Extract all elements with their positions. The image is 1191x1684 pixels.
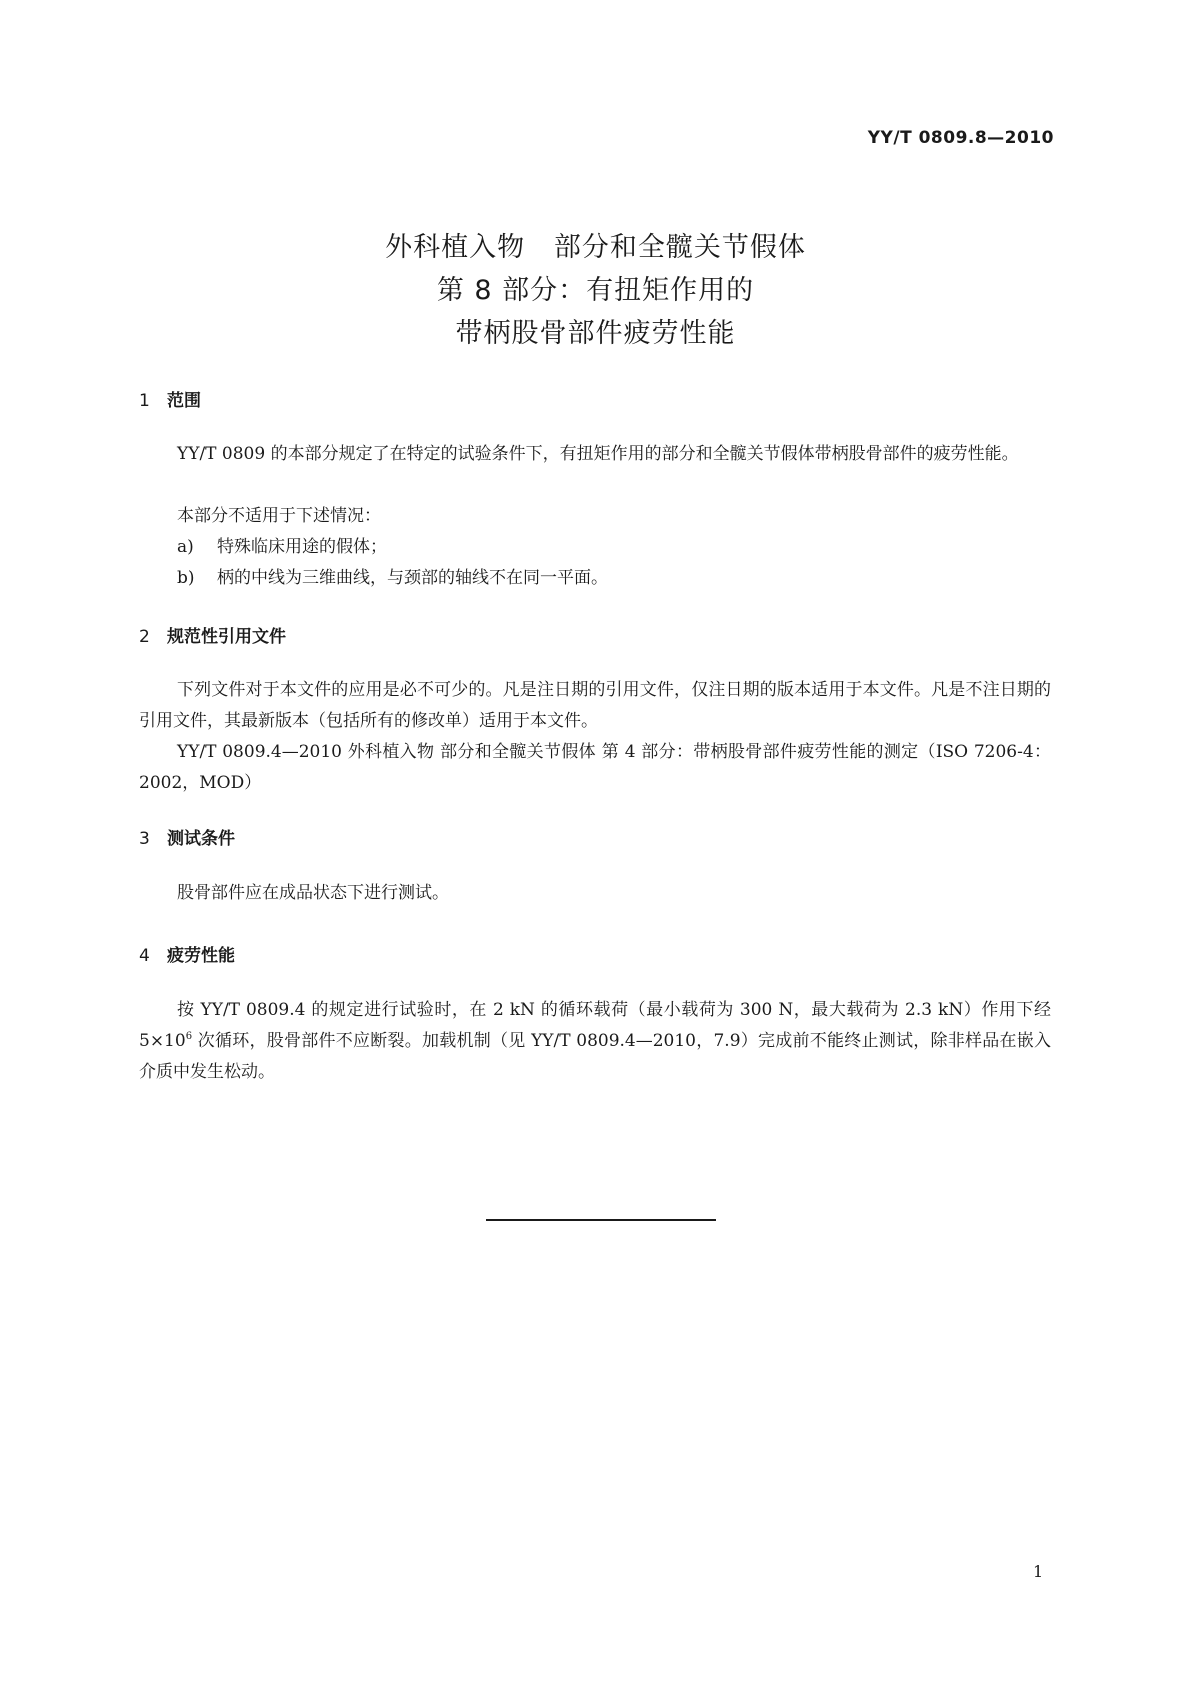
end-rule-divider <box>486 1219 716 1221</box>
section-2-heading <box>139 622 286 647</box>
section-3-paragraph-1: 股骨部件应在成品状态下进行测试。 <box>177 883 449 903</box>
exponent: 6 <box>185 1031 193 1042</box>
section-number: 4 <box>139 946 150 966</box>
title-line-2: 第 8 部分：有扭矩作用的 <box>436 275 755 306</box>
section-4-heading <box>139 941 235 966</box>
section-number: 3 <box>139 829 150 849</box>
section-4-paragraph-1 <box>139 995 1051 1088</box>
section-number: 1 <box>139 391 150 411</box>
section-1-heading <box>139 386 201 411</box>
page-number: 1 <box>1033 1562 1044 1581</box>
section-title: 规范性引用文件 <box>167 627 286 647</box>
title-line-1: 外科植入物 部分和全髋关节假体 <box>385 232 806 263</box>
paragraph-text-part-1: 按 YY/T 0809.4 的规定进行试验时，在 2 kN 的循环载荷（最小载荷为 300 N，最大载荷为 2.3 kN）作用下经 5×10 <box>139 1000 1051 1051</box>
list-marker: a) <box>177 537 194 557</box>
section-1-paragraph-1: YY/T 0809 的本部分规定了在特定的试验条件下，有扭矩作用的部分和全髋关节假体带柄股骨部件的疲劳性能。 <box>177 444 1019 464</box>
section-title: 范围 <box>167 391 201 411</box>
list-text: 柄的中线为三维曲线，与颈部的轴线不在同一平面。 <box>217 568 608 588</box>
section-title: 疲劳性能 <box>167 946 235 966</box>
list-text: 特殊临床用途的假体； <box>217 537 387 557</box>
list-item-b <box>177 563 608 594</box>
title-line-3: 带柄股骨部件疲劳性能 <box>455 318 736 349</box>
section-3-heading <box>139 824 235 849</box>
section-number: 2 <box>139 627 150 647</box>
section-2-paragraph-1: 下列文件对于本文件的应用是必不可少的。凡是注日期的引用文件，仅注日期的版本适用于本文件。凡是不注日期的引用文件，其最新版本（包括所有的修改单）适用于本文件。 <box>139 680 1051 731</box>
list-item-a <box>177 532 387 563</box>
standard-code: YY/T 0809.8—2010 <box>867 128 1054 148</box>
document-title <box>0 226 1191 355</box>
paragraph-text-part-2: 次循环，股骨部件不应断裂。加载机制（见 YY/T 0809.4—2010，7.9）完成前不能终止测试，除非样品在嵌入介质中发生松动。 <box>139 1031 1051 1082</box>
section-2-paragraph-2: YY/T 0809.4—2010 外科植入物 部分和全髋关节假体 第 4 部分：带柄股骨部件疲劳性能的测定（ISO 7206-4：2002，MOD） <box>139 742 1051 793</box>
section-title: 测试条件 <box>167 829 235 849</box>
list-marker: b) <box>177 568 195 588</box>
section-1-paragraph-2: 本部分不适用于下述情况： <box>177 506 381 526</box>
